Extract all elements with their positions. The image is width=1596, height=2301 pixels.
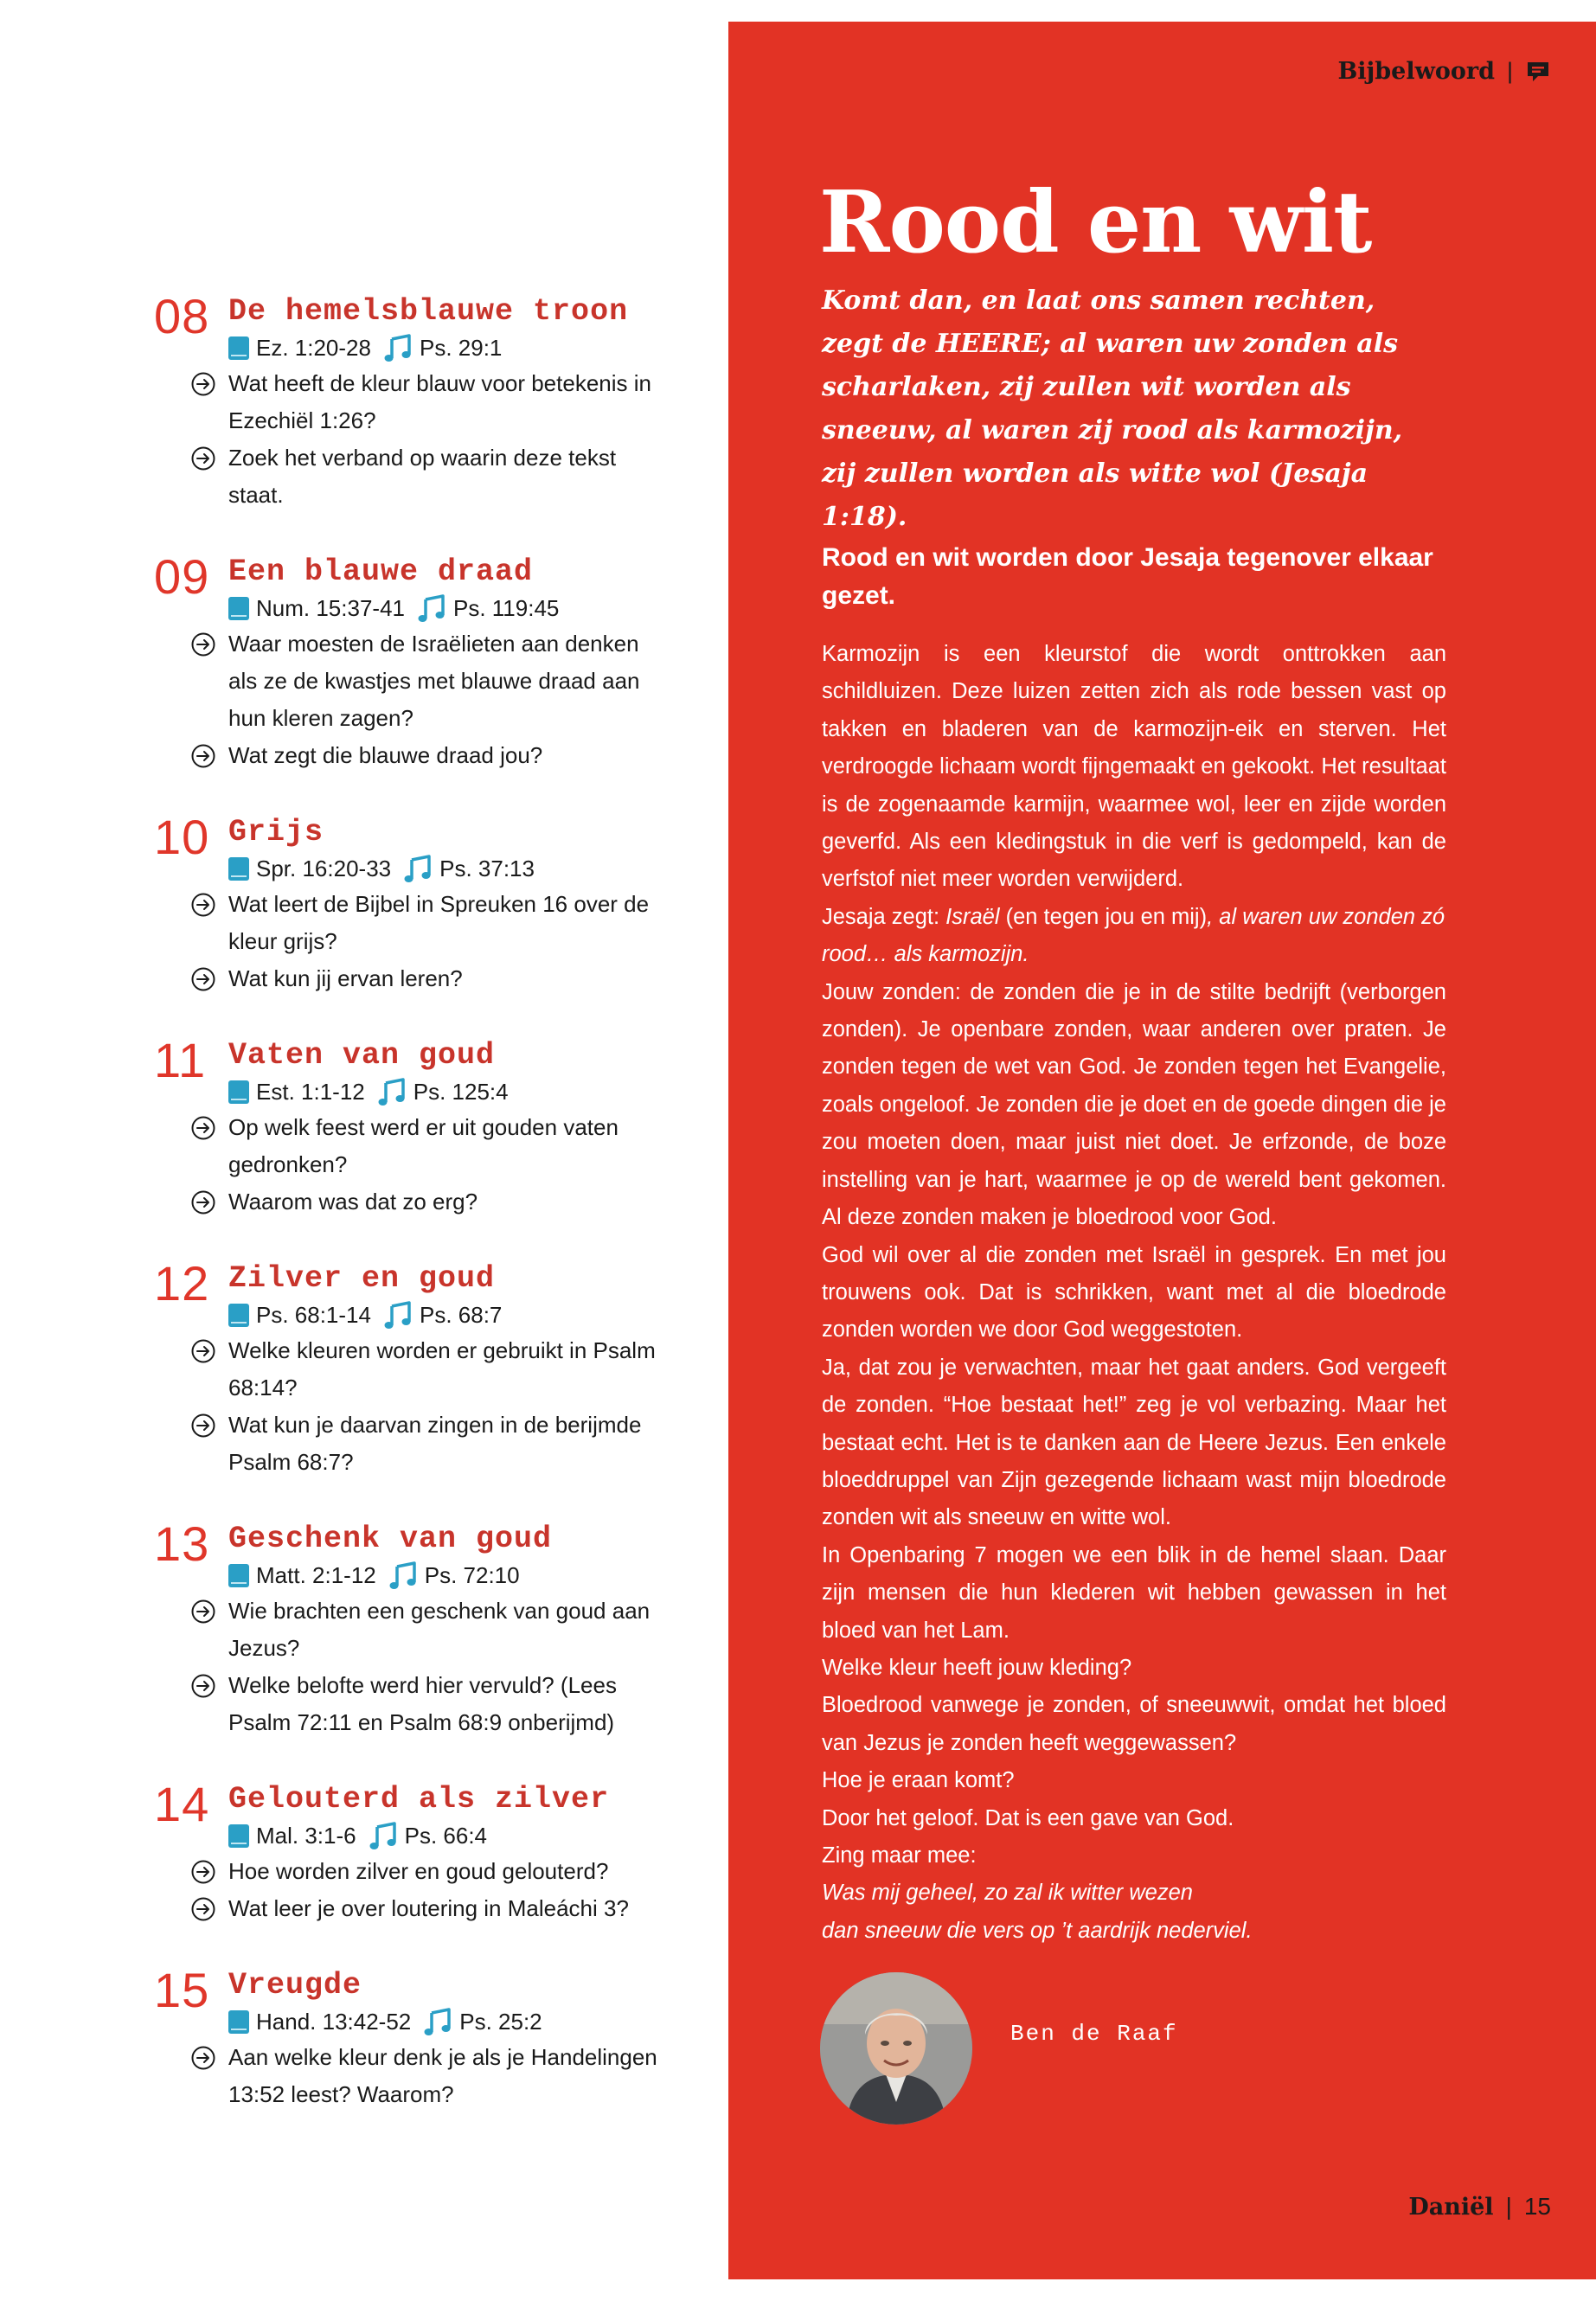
section-header (1337, 58, 1551, 85)
question-text: Wie brachten een geschenk van goud aan Jezus? (228, 1598, 651, 1661)
day-title: Vreugde (228, 1968, 362, 2003)
question-item (228, 1853, 673, 1890)
bible-book-icon (228, 1080, 249, 1104)
day-number: 09 (154, 549, 210, 604)
question-list (228, 625, 673, 774)
bible-book-icon (228, 1824, 249, 1848)
paragraph: Hoe je eraan komt? (822, 1768, 1015, 1793)
day-entry (154, 549, 673, 774)
question-item (228, 1407, 673, 1481)
question-text: Op welk feest werd er uit gouden vaten gedronken? (228, 1114, 619, 1177)
question-item (228, 886, 673, 960)
paragraph: Ja, dat zou je verwachten, maar het gaat anders. God vergeeft de zonden. “Hoe bestaat het!” zeg je vol verbazing. Maar het bestaat echt. Het is te danken aan de Heere Jezus. Een enkele bloeddruppel van Zijn gezegende lichaam wast mijn bloedrode zonden wit als sneeuw en witte wol. (822, 1355, 1446, 1530)
question-item (228, 960, 673, 997)
day-body (228, 1520, 673, 1741)
day-references (228, 1298, 673, 1332)
day-number: 14 (154, 1777, 210, 1831)
day-entry (154, 1033, 673, 1221)
question-text: Hoe worden zilver en goud gelouterd? (228, 1858, 609, 1884)
article-title: Rood en wit (819, 173, 1372, 272)
bible-book-icon (228, 1564, 249, 1587)
bible-reference: Spr. 16:20-33 (256, 856, 392, 881)
question-item (228, 737, 673, 774)
day-references (228, 330, 673, 365)
day-references (228, 851, 673, 886)
question-text: Wat kun je daarvan zingen in de berijmde Psalm 68:7? (228, 1412, 642, 1475)
section-name: Bijbelwoord (1337, 58, 1495, 85)
question-list (228, 1109, 673, 1221)
paragraph: God wil over al die zonden met Israël in gesprek. En met jou trouwens ook. Dat is schrikken, want met al die bloedrode zonden worden we door God weggestoten. (822, 1242, 1446, 1343)
psalm-reference: Ps. 68:7 (419, 1302, 503, 1328)
question-list (228, 1593, 673, 1741)
question-text: Wat kun jij ervan leren? (228, 965, 463, 991)
song-line: Was mij geheel, zo zal ik witter wezen (822, 1881, 1193, 1906)
day-entry (154, 289, 673, 514)
question-text: Wat heeft de kleur blauw voor betekenis in Ezechiël 1:26? (228, 370, 651, 433)
day-body (228, 1780, 673, 1927)
question-item (228, 365, 673, 439)
day-title: Geschenk van goud (228, 1522, 553, 1556)
arrow-circle-icon (190, 1115, 216, 1141)
question-item (228, 1332, 673, 1407)
bible-book-icon (228, 1304, 249, 1327)
arrow-circle-icon (190, 1896, 216, 1922)
question-text: Waarom was dat zo erg? (228, 1189, 478, 1215)
arrow-circle-icon (190, 1413, 216, 1439)
music-note-icon (423, 2006, 454, 2037)
paragraph: Zing maar mee: (822, 1843, 977, 1868)
day-body (228, 813, 673, 997)
question-item (228, 1183, 673, 1221)
day-body (228, 1966, 673, 2113)
psalm-reference: Ps. 25:2 (459, 2009, 542, 2035)
arrow-circle-icon (190, 1599, 216, 1625)
psalm-reference: Ps. 125:4 (413, 1079, 509, 1105)
music-note-icon (377, 1076, 408, 1107)
question-item (228, 1593, 673, 1667)
chat-bubble-icon (1525, 59, 1551, 85)
day-title: Zilver en goud (228, 1261, 496, 1296)
arrow-circle-icon (190, 631, 216, 657)
arrow-circle-icon (190, 1859, 216, 1885)
paragraph: Bloedrood vanwege je zonden, of sneeuwwit, omdat het bloed van Jezus je zonden heeft weggewassen? (822, 1693, 1446, 1755)
author-avatar (820, 1972, 972, 2125)
bible-reference: Ez. 1:20-28 (256, 335, 371, 361)
music-note-icon (369, 1820, 400, 1851)
day-title: Vaten van goud (228, 1038, 496, 1073)
arrow-circle-icon (190, 1673, 216, 1699)
paragraph: In Openbaring 7 mogen we een blik in de hemel slaan. Daar zijn mensen die hun klederen wit hebben gewassen in het bloed van het Lam. (822, 1542, 1446, 1643)
paragraph: Welke kleur heeft jouw kleding? (822, 1655, 1132, 1680)
day-number: 08 (154, 289, 210, 343)
day-number: 10 (154, 810, 210, 864)
arrow-circle-icon (190, 1338, 216, 1364)
question-text: Aan welke kleur denk je als je Handelingen 13:52 leest? Waarom? (228, 2044, 657, 2107)
day-title: Een blauwe draad (228, 554, 534, 589)
article-body (822, 636, 1446, 1950)
question-item (228, 1890, 673, 1927)
bible-reference: Hand. 13:42-52 (256, 2009, 412, 2035)
day-references (228, 1074, 673, 1109)
footer-separator: | (1505, 2193, 1512, 2220)
question-text: Welke kleuren worden er gebruikt in Psalm 68:14? (228, 1337, 656, 1400)
arrow-circle-icon (190, 445, 216, 471)
bible-reference: Mal. 3:1-6 (256, 1823, 356, 1849)
question-item (228, 2039, 673, 2113)
question-text: Wat leer je over loutering in Maleáchi 3? (228, 1895, 629, 1921)
day-entry (154, 1516, 673, 1741)
question-item (228, 1667, 673, 1741)
day-body (228, 1259, 673, 1481)
arrow-circle-icon (190, 2045, 216, 2071)
day-number: 12 (154, 1256, 210, 1311)
day-number: 15 (154, 1963, 210, 2017)
psalm-reference: Ps. 29:1 (419, 335, 503, 361)
song-line: dan sneeuw die vers op ’t aardrijk nederviel. (822, 1918, 1253, 1943)
magazine-name: Daniël (1408, 2193, 1494, 2221)
question-text: Wat zegt die blauwe draad jou? (228, 742, 543, 768)
devotional-list (154, 289, 673, 2152)
music-note-icon (417, 593, 448, 624)
author-block (820, 1972, 1178, 2125)
page-footer (1408, 2193, 1551, 2221)
day-references (228, 2004, 673, 2039)
day-entry (154, 1777, 673, 1927)
question-list (228, 2039, 673, 2113)
day-title: De hemelsblauwe troon (228, 294, 629, 329)
psalm-reference: Ps. 37:13 (439, 856, 535, 881)
day-title: Gelouterd als zilver (228, 1782, 610, 1817)
day-number: 13 (154, 1516, 210, 1571)
bible-reference: Num. 15:37-41 (256, 595, 405, 621)
question-text: Zoek het verband op waarin deze tekst staat. (228, 445, 617, 508)
psalm-reference: Ps. 119:45 (452, 595, 560, 621)
bible-reference: Ps. 68:1-14 (256, 1302, 371, 1328)
bible-book-icon (228, 597, 249, 620)
day-references (228, 591, 673, 625)
article-subheading: Rood en wit worden door Jesaja tegenover elkaar gezet. (822, 543, 1433, 610)
header-separator: | (1506, 58, 1513, 84)
paragraph: Karmozijn is een kleurstof die wordt onttrokken aan schildluizen. Deze luizen zetten zich als rode bessen vast op takken en bladeren van de karmozijn-eik en sterven. Het verdroogde lichaam wordt fijngemaakt en gekookt. Het resultaat is de zogenaamde karmijn, waarmee wol, leer en zijde worden geverfd. Als een kledingstuk in die verf is gedompeld, kan de verfstof niet meer worden verwijderd. (822, 642, 1446, 892)
article-panel (728, 22, 1596, 2279)
question-list (228, 1332, 673, 1481)
bible-reference: Est. 1:1-12 (256, 1079, 365, 1105)
author-photo-icon (820, 1972, 972, 2125)
psalm-reference: Ps. 72:10 (424, 1562, 520, 1588)
paragraph: Jesaja zegt: Israël (en tegen jou en mij), al waren uw zonden zó rood… als karmozijn. (822, 904, 1445, 967)
page-number: 15 (1523, 2193, 1551, 2220)
day-entry (154, 1963, 673, 2113)
day-entry (154, 810, 673, 997)
arrow-circle-icon (190, 892, 216, 918)
music-note-icon (388, 1560, 420, 1591)
arrow-circle-icon (190, 1189, 216, 1215)
question-item (228, 439, 673, 514)
day-body (228, 292, 673, 514)
music-note-icon (383, 1299, 414, 1330)
paragraph: Jouw zonden: de zonden die je in de stilte bedrijft (verborgen zonden). Je openbare zonden, waar anderen over praten. Je zonden tegen de wet van God. Je zonden tegen het Evangelie, zoals ongeloof. Je zonden die je doet en de goede dingen die je zou moeten doen, maar juist niet doet. Je erfzonde, de boze instelling van je hart, waarmee je op de wereld bent gekomen. Al deze zonden maken je bloedrood voor God. (822, 979, 1446, 1230)
question-list (228, 1853, 673, 1927)
question-item (228, 625, 673, 737)
author-name: Ben de Raaf (1010, 2021, 1178, 2047)
question-text: Waar moesten de Israëlieten aan denken als ze de kwastjes met blauwe draad aan hun kleren zagen? (228, 631, 640, 731)
bible-book-icon (228, 2010, 249, 2034)
psalm-reference: Ps. 66:4 (404, 1823, 488, 1849)
music-note-icon (403, 853, 434, 884)
day-body (228, 1036, 673, 1221)
arrow-circle-icon (190, 743, 216, 769)
paragraph: Door het geloof. Dat is een gave van God. (822, 1805, 1234, 1830)
day-body (228, 553, 673, 774)
bible-book-icon (228, 336, 249, 360)
day-references (228, 1818, 673, 1853)
bible-book-icon (228, 857, 249, 881)
question-text: Wat leert de Bijbel in Spreuken 16 over de kleur grijs? (228, 891, 650, 954)
question-text: Welke belofte werd hier vervuld? (Lees Psalm 72:11 en Psalm 68:9 onberijmd) (228, 1672, 617, 1735)
day-title: Grijs (228, 815, 324, 849)
day-number: 11 (154, 1033, 207, 1087)
question-list (228, 886, 673, 997)
arrow-circle-icon (190, 371, 216, 397)
question-list (228, 365, 673, 514)
bible-quote: Komt dan, en laat ons samen rechten, zegt de HEERE; al waren uw zonden als scharlaken, zij zullen wit worden als sneeuw, al waren zij rood als karmozijn, zij zullen worden als witte wol (Jesaja 1:18). (822, 285, 1403, 532)
arrow-circle-icon (190, 966, 216, 992)
question-item (228, 1109, 673, 1183)
bible-reference: Matt. 2:1-12 (256, 1562, 376, 1588)
day-entry (154, 1256, 673, 1481)
music-note-icon (383, 332, 414, 363)
day-references (228, 1558, 673, 1593)
